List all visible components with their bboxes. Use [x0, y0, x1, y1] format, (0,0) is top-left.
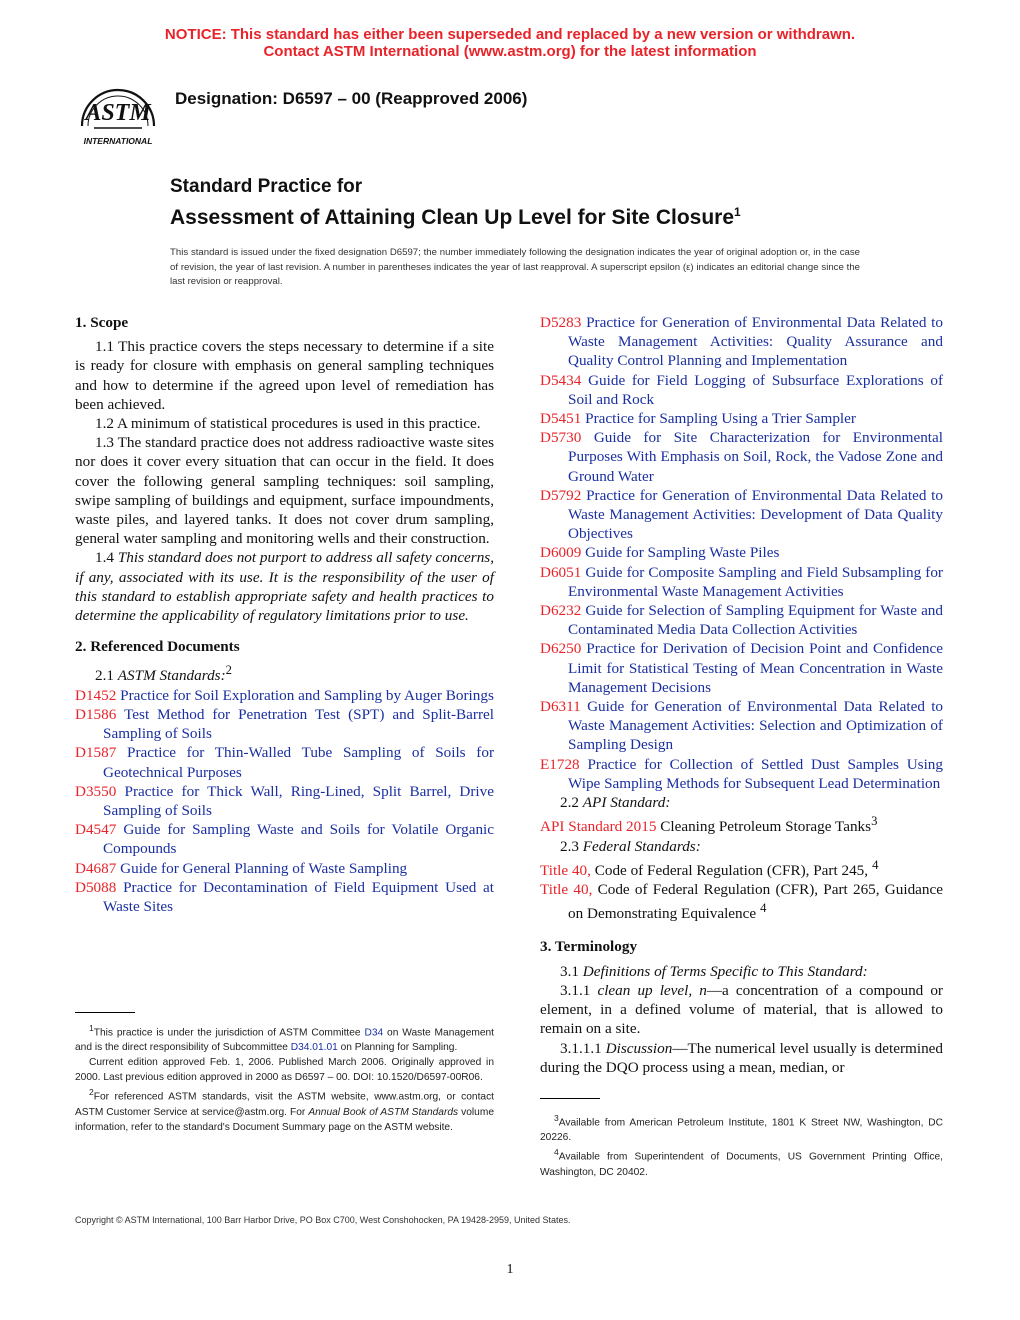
- reference-code[interactable]: Title 40,: [540, 881, 593, 899]
- reference-item: [540, 697, 943, 755]
- terminology-3-1: [540, 962, 943, 981]
- notice-line-2: Contact ASTM International (www.astm.org) for the latest information: [263, 43, 757, 60]
- reference-item: [540, 601, 943, 639]
- federal-reference-list: [540, 856, 943, 924]
- term-3-1-1-1-text: —The numerical level usually is determined during the DQO process using a mean, median, or: [540, 1039, 943, 1076]
- footnotes-left: [75, 1021, 494, 1135]
- reference-title[interactable]: Practice for Thin-Walled Tube Sampling of Soils for Geotechnical Purposes: [103, 744, 494, 781]
- scope-1-3: 1.3 The standard practice does not address radioactive waste sites nor does it cover every situation that can occur in the field. It does cover the following general sampling techniques: soil sampling, swipe sampling of buildings and equipment, surface impoundments, waste piles, and layered tanks. It does not cover drum sampling, general water sampling and monitoring wells and their construction.: [75, 434, 494, 548]
- scope-1-4: [75, 548, 494, 625]
- footnote-2: [75, 1085, 494, 1134]
- reference-title[interactable]: Guide for Site Characterization for Environmental Purposes With Emphasis on Soil, Rock, the Vadose Zone and Ground Water: [568, 429, 943, 485]
- designation: Designation: D6597 – 00 (Reapproved 2006): [175, 89, 528, 108]
- footnote-3-text: Available from American Petroleum Institute, 1801 K Street NW, Washington, DC 20226.: [540, 1117, 943, 1144]
- reference-title[interactable]: Practice for Collection of Settled Dust Samples Using Wipe Sampling Methods for Subsequent Lead Determination: [568, 755, 943, 792]
- footnote-1: [75, 1021, 494, 1055]
- astm-logo-icon: [74, 74, 162, 152]
- subcommittee-link[interactable]: D34.01.01: [290, 1042, 338, 1054]
- logo-subtext: INTERNATIONAL: [83, 136, 153, 146]
- reference-code[interactable]: D6009: [540, 544, 582, 562]
- footnote-2-marker: 2: [89, 1087, 94, 1098]
- scope-heading: 1. Scope: [75, 314, 129, 331]
- right-column: [540, 313, 943, 1077]
- api-standard-label: [540, 793, 943, 812]
- footnote-1-edition: Current edition approved Feb. 1, 2006. Published March 2006. Originally approved in 2000. Last previous edition approved in 2000 as D6597 – 00. DOI: 10.1520/D6597-00R06.: [75, 1057, 494, 1084]
- astm-label: ASTM Standards:: [117, 667, 226, 685]
- reference-title[interactable]: Guide for Field Logging of Subsurface Explorations of Soil and Rock: [568, 371, 943, 408]
- reference-code[interactable]: D6232: [540, 602, 582, 620]
- reference-code[interactable]: D5792: [540, 486, 582, 504]
- reference-code[interactable]: Title 40,: [540, 861, 591, 879]
- reference-title[interactable]: Practice for Generation of Environmental Data Related to Waste Management Activities: Development of Data Quality Objectives: [568, 486, 943, 543]
- footnote-3: [540, 1111, 943, 1145]
- term-clean-up-level: clean up level, n: [597, 981, 707, 999]
- footnote-rule-left: [75, 1012, 135, 1013]
- reference-code[interactable]: API Standard 2015: [540, 818, 657, 836]
- astm-num: 2.1: [95, 667, 114, 685]
- reference-item: [540, 755, 943, 793]
- term-discussion: Discussion: [605, 1039, 673, 1057]
- reference-code[interactable]: D5451: [540, 410, 582, 428]
- reference-api-2015: [540, 812, 943, 836]
- reference-code[interactable]: D1586: [75, 705, 117, 723]
- terminology-3-1-1: [540, 981, 943, 1039]
- api-footnote-ref[interactable]: 3: [871, 814, 878, 829]
- footnote-1-text-a: This practice is under the jurisdiction of ASTM Committee: [93, 1027, 361, 1039]
- page-number: 1: [506, 1262, 514, 1277]
- logo-text: ASTM: [85, 100, 151, 126]
- reference-title[interactable]: Practice for Sampling Using a Trier Sampler: [585, 410, 856, 428]
- reference-item: [75, 859, 494, 878]
- reference-code[interactable]: D6051: [540, 563, 582, 581]
- astm-standards-label: [75, 661, 494, 685]
- title-footnote-ref[interactable]: 1: [734, 205, 741, 219]
- footnote-2-book: Annual Book of ASTM Standards: [308, 1106, 459, 1118]
- reference-footnote-ref[interactable]: 4: [872, 857, 879, 872]
- reference-code[interactable]: D5730: [540, 429, 582, 447]
- footnote-1-text-c: on Planning for Sampling.: [340, 1042, 458, 1054]
- reference-title: Code of Federal Regulation (CFR), Part 265, Guidance on Demonstrating Equivalence: [568, 881, 943, 923]
- reference-item: [75, 705, 494, 743]
- reference-title[interactable]: Practice for Generation of Environmental Data Related to Waste Management Activities: Quality Assurance and Quality Control Planning and Implementation: [568, 314, 943, 370]
- reference-code[interactable]: D1452: [75, 686, 117, 704]
- astm-footnote-ref[interactable]: 2: [225, 663, 232, 678]
- footnote-3-marker: 3: [554, 1113, 559, 1123]
- scope-1-4-text: This standard does not purport to address all safety concerns, if any, associated with its use. It is the responsibility of the user of this standard to establish appropriate safety and health practices to determine the applicability of regulatory limitations prior to use.: [75, 549, 495, 625]
- footnote-2-text-a: For referenced ASTM standards, visit the ASTM website, www.astm.org, or contact ASTM Customer Service at service@astm.org. For: [75, 1091, 494, 1118]
- title-line-2: [170, 199, 741, 231]
- reference-title[interactable]: Guide for Sampling Waste Piles: [585, 544, 780, 562]
- reference-code[interactable]: D6250: [540, 640, 582, 658]
- committee-link[interactable]: D34: [364, 1027, 384, 1039]
- reference-title[interactable]: Test Method for Penetration Test (SPT) and Split-Barrel Sampling of Soils: [103, 705, 495, 743]
- notice-line-1: NOTICE: This standard has either been superseded and replaced by a new version or withdrawn.: [164, 26, 856, 43]
- reference-item: [75, 820, 494, 858]
- reference-title[interactable]: Guide for Generation of Environmental Data Related to Waste Management Activities: Selection and Optimization of Sampling Design: [568, 698, 944, 754]
- copyright: Copyright © ASTM International, 100 Barr Harbor Drive, PO Box C700, West Conshohocken, PA 19428-2959, United States.: [75, 1215, 571, 1225]
- reference-title[interactable]: Guide for Sampling Waste and Soils for Volatile Organic Compounds: [103, 821, 495, 858]
- reference-footnote-ref[interactable]: 4: [760, 901, 767, 916]
- reference-title[interactable]: Guide for General Planning of Waste Sampling: [120, 859, 408, 877]
- reference-item: [540, 313, 943, 371]
- footnote-1-marker: 1: [89, 1023, 94, 1033]
- federal-standards-label: [540, 837, 943, 856]
- reference-code[interactable]: D4687: [75, 859, 117, 877]
- reference-code[interactable]: D3550: [75, 782, 117, 800]
- reference-code[interactable]: D5434: [540, 371, 582, 389]
- reference-item: [75, 743, 494, 781]
- reference-title[interactable]: Guide for Composite Sampling and Field Subsampling for Environmental Waste Management Activities: [568, 563, 943, 600]
- title-main: Assessment of Attaining Clean Up Level for Site Closure: [170, 206, 735, 229]
- terminology-3-1-1-1: [540, 1039, 943, 1077]
- reference-title[interactable]: Practice for Decontamination of Field Equipment Used at Waste Sites: [103, 878, 494, 915]
- footnote-rule-right: [540, 1098, 600, 1099]
- reference-code[interactable]: D5088: [75, 878, 117, 896]
- footnotes-right: [540, 1111, 943, 1180]
- reference-title[interactable]: Practice for Soil Exploration and Sampling by Auger Borings: [120, 686, 494, 704]
- reference-list-right: [540, 313, 943, 793]
- fed-label: Federal Standards:: [582, 837, 701, 855]
- reference-code[interactable]: E1728: [540, 755, 580, 773]
- footnote-2-text-b: volume information, refer to the standard's Document Summary page on the ASTM website.: [75, 1106, 494, 1133]
- document-title: [170, 175, 741, 231]
- scope-1-1: 1.1 This practice covers the steps necessary to determine if a site is ready for closure with emphasis on general sampling techniques and how to determine if the agreed upon level of remediation has been achieved.: [75, 338, 494, 413]
- term-3-1-1-1-num: 3.1.1.1: [560, 1039, 602, 1057]
- reference-item: [540, 428, 943, 486]
- api-num: 2.2: [560, 794, 579, 812]
- withdrawal-notice: [0, 26, 1020, 60]
- reference-item: [540, 563, 943, 601]
- reference-list-left: [75, 686, 494, 916]
- reference-item: [75, 686, 494, 705]
- term-3-1-num: 3.1: [560, 962, 579, 980]
- terminology-heading: 3. Terminology: [540, 938, 638, 956]
- reference-title: Cleaning Petroleum Storage Tanks: [660, 818, 872, 836]
- footnote-4-text: Available from Superintendent of Documents, US Government Printing Office, Washington, DC 20402.: [540, 1151, 943, 1178]
- reference-title: Code of Federal Regulation (CFR), Part 245,: [594, 861, 869, 879]
- scope-1-4-num: 1.4: [95, 549, 114, 567]
- reference-title[interactable]: Practice for Derivation of Decision Point and Confidence Limit for Statistical Testing of Mean Concentration in Waste Management Decisions: [568, 640, 943, 696]
- footnote-4-marker: 4: [554, 1147, 559, 1158]
- term-3-1-1-num: 3.1.1: [560, 981, 591, 999]
- reference-item: [75, 782, 494, 820]
- reference-item: [540, 856, 943, 880]
- reference-item: [540, 409, 943, 428]
- reference-title[interactable]: Guide for Selection of Sampling Equipment for Waste and Contaminated Media Data Collection Activities: [568, 602, 943, 639]
- reference-code[interactable]: D5283: [540, 314, 582, 331]
- reference-code[interactable]: D1587: [75, 744, 117, 762]
- issued-note: This standard is issued under the fixed designation D6597; the number immediately following the designation indicates the year of original adoption or, in the case of revision, the year of last revision. A number in parentheses indicates the year of last reapproval. A superscript epsilon (ε) indicates an editorial change since the last revision or reapproval.: [170, 247, 860, 287]
- scope-1-2: 1.2 A minimum of statistical procedures is used in this practice.: [95, 415, 481, 433]
- reference-code[interactable]: D4547: [75, 821, 117, 839]
- reference-item: [540, 486, 943, 544]
- reference-item: [75, 878, 494, 916]
- reference-item: [540, 639, 943, 697]
- term-3-1-text: Definitions of Terms Specific to This Standard:: [582, 962, 868, 980]
- footnote-4: [540, 1145, 943, 1179]
- fed-num: 2.3: [560, 837, 579, 855]
- reference-title[interactable]: Practice for Thick Wall, Ring-Lined, Split Barrel, Drive Sampling of Soils: [103, 782, 494, 819]
- footnote-1-text-b: on Waste Management and is the direct responsibility of Subcommittee: [75, 1027, 495, 1054]
- left-column: [75, 313, 494, 916]
- reference-code[interactable]: D6311: [540, 698, 581, 716]
- reference-item: [540, 543, 943, 562]
- api-label: API Standard:: [582, 794, 671, 812]
- reference-item: [540, 880, 943, 923]
- term-3-1-1-text: —a concentration of a compound or element, in a defined volume of material, that is allowed to remain on a site.: [540, 981, 943, 1038]
- reference-item: [540, 371, 943, 409]
- title-line-1: Standard Practice for: [170, 176, 363, 197]
- referenced-heading: 2. Referenced Documents: [75, 638, 240, 656]
